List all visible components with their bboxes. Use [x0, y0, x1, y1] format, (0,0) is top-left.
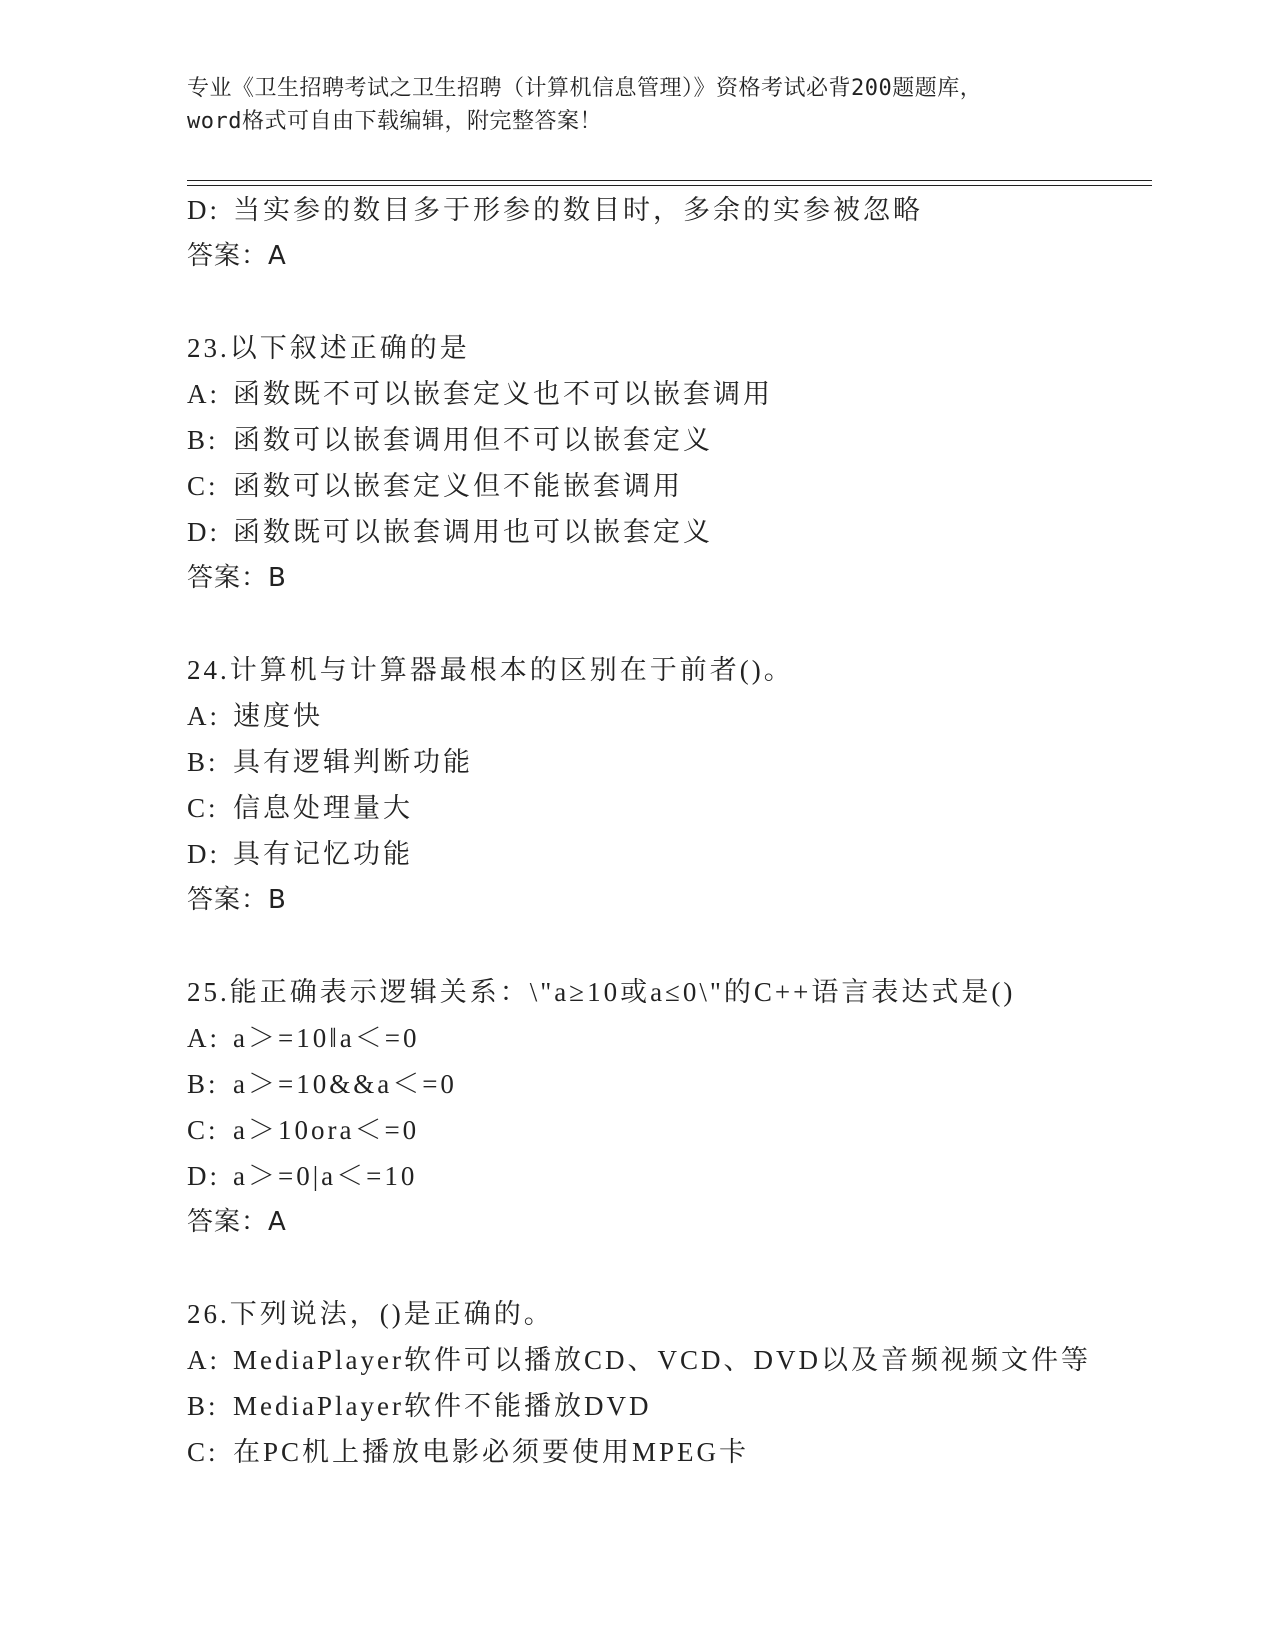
option-label: D:	[187, 195, 220, 225]
question-stem: 26.下列说法，()是正确的。	[187, 1299, 554, 1329]
option-d	[187, 831, 1187, 877]
option-label: B:	[187, 425, 219, 455]
header-line-2: word格式可自由下载编辑，附完整答案！	[187, 109, 602, 134]
question-23	[187, 325, 1187, 601]
question-stem: 25.能正确表示逻辑关系：\"a≥10或a≤0\"的C++语言表达式是()	[187, 977, 1016, 1007]
header-divider	[187, 180, 1152, 186]
question-26	[187, 1291, 1187, 1475]
option-label: C:	[187, 1115, 219, 1145]
option-a	[187, 1015, 1187, 1061]
option-c	[187, 785, 1187, 831]
option-a	[187, 371, 1187, 417]
spacer	[187, 601, 1187, 647]
option-text: 函数可以嵌套调用但不可以嵌套定义	[233, 425, 713, 455]
option-label: B:	[187, 747, 219, 777]
option-label: B:	[187, 1391, 219, 1421]
option-label: B:	[187, 1069, 219, 1099]
option-label: D:	[187, 839, 220, 869]
question-25	[187, 969, 1187, 1245]
option-label: A:	[187, 701, 220, 731]
question-stem: 23.以下叙述正确的是	[187, 333, 470, 363]
spacer	[187, 1245, 1187, 1291]
option-label: D:	[187, 517, 220, 547]
option-label: C:	[187, 1437, 219, 1467]
option-text: MediaPlayer软件可以播放CD、VCD、DVD以及音频视频文件等	[233, 1345, 1091, 1375]
option-label: A:	[187, 379, 220, 409]
option-text: a＞=10‖a＜=0	[233, 1023, 420, 1053]
document-header	[187, 72, 1107, 138]
question-list	[187, 187, 1187, 1475]
option-label: D:	[187, 1161, 220, 1191]
option-b	[187, 1061, 1187, 1107]
option-text: MediaPlayer软件不能播放DVD	[233, 1391, 652, 1421]
option-label: A:	[187, 1345, 220, 1375]
option-text: 速度快	[233, 701, 323, 731]
answer: 答案：A	[187, 241, 287, 271]
option-a	[187, 693, 1187, 739]
option-b	[187, 1383, 1187, 1429]
option-label: A:	[187, 1023, 220, 1053]
header-line-1: 专业《卫生招聘考试之卫生招聘（计算机信息管理）》资格考试必背200题题库，	[187, 76, 983, 101]
option-text: a＞=10&&a＜=0	[233, 1069, 457, 1099]
option-b	[187, 739, 1187, 785]
spacer	[187, 923, 1187, 969]
option-text: a＞10ora＜=0	[233, 1115, 420, 1145]
option-text: 在PC机上播放电影必须要使用MPEG卡	[233, 1437, 750, 1467]
question-24	[187, 647, 1187, 923]
option-c	[187, 1429, 1187, 1475]
option-text: 函数既不可以嵌套定义也不可以嵌套调用	[233, 379, 773, 409]
option-d	[187, 509, 1187, 555]
answer: 答案：A	[187, 1207, 287, 1237]
option-text: a＞=0|a＜=10	[233, 1161, 418, 1191]
option-d	[187, 187, 1187, 233]
option-b	[187, 417, 1187, 463]
option-c	[187, 1107, 1187, 1153]
option-text: 函数可以嵌套定义但不能嵌套调用	[233, 471, 683, 501]
option-text: 函数既可以嵌套调用也可以嵌套定义	[233, 517, 713, 547]
option-label: C:	[187, 471, 219, 501]
answer: 答案：B	[187, 885, 287, 915]
answer: 答案：B	[187, 563, 287, 593]
option-a	[187, 1337, 1187, 1383]
option-text: 当实参的数目多于形参的数目时，多余的实参被忽略	[233, 195, 923, 225]
question-stem: 24.计算机与计算器最根本的区别在于前者()。	[187, 655, 794, 685]
option-d	[187, 1153, 1187, 1199]
option-text: 具有记忆功能	[233, 839, 413, 869]
option-text: 具有逻辑判断功能	[233, 747, 473, 777]
spacer	[187, 279, 1187, 325]
option-label: C:	[187, 793, 219, 823]
option-text: 信息处理量大	[233, 793, 413, 823]
option-c	[187, 463, 1187, 509]
